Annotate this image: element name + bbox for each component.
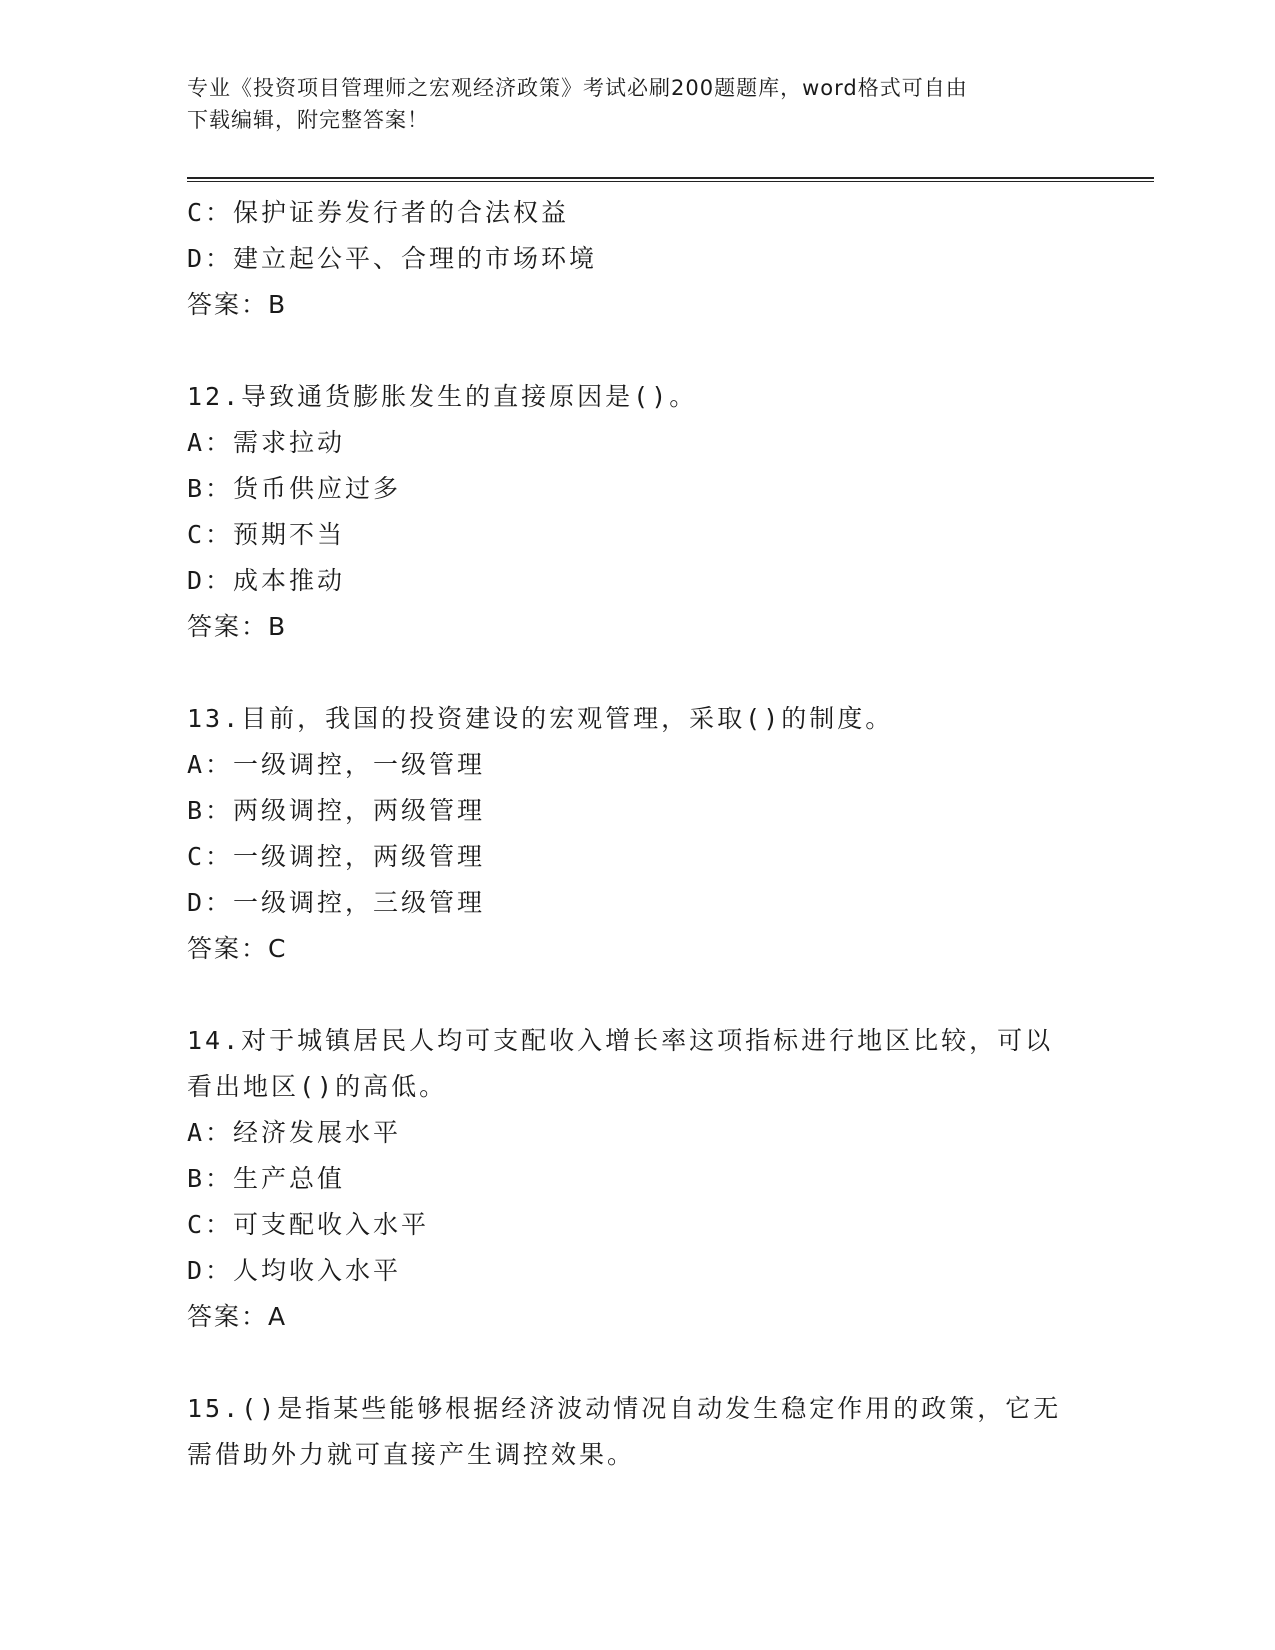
question-stem-line-2: 看出地区()的高低。 [187, 1072, 448, 1101]
option-c: C：可支配收入水平 [187, 1210, 430, 1239]
option-c: C：预期不当 [187, 520, 346, 549]
answer: 答案：C [187, 934, 288, 963]
option-c: C：保护证券发行者的合法权益 [187, 198, 570, 227]
answer: 答案：A [187, 1302, 288, 1331]
spacer [187, 650, 1087, 696]
option-d: D：建立起公平、合理的市场环境 [187, 244, 598, 273]
question-stem-line-1: 14.对于城镇居民人均可支配收入增长率这项指标进行地区比较，可以 [187, 1026, 1054, 1055]
option-d: D：成本推动 [187, 566, 346, 595]
option-a: A：一级调控，一级管理 [187, 750, 486, 779]
question-13 [187, 696, 1087, 972]
question-stem: 12.导致通货膨胀发生的直接原因是()。 [187, 382, 698, 411]
answer: 答案：B [187, 290, 288, 319]
question-stem-line-2: 需借助外力就可直接产生调控效果。 [187, 1440, 636, 1469]
header-rule-thin [187, 181, 1154, 182]
document-header [187, 72, 1087, 136]
option-a: A：经济发展水平 [187, 1118, 402, 1147]
question-12 [187, 374, 1087, 650]
header-line-1: 专业《投资项目管理师之宏观经济政策》考试必刷200题题库，word格式可自由 [187, 76, 968, 100]
question-14 [187, 1018, 1087, 1340]
option-d: D：人均收入水平 [187, 1256, 402, 1285]
option-b: B：生产总值 [187, 1164, 346, 1193]
spacer [187, 1340, 1087, 1386]
question-stem: 13.目前，我国的投资建设的宏观管理，采取()的制度。 [187, 704, 894, 733]
option-c: C：一级调控，两级管理 [187, 842, 486, 871]
option-b: B：货币供应过多 [187, 474, 402, 503]
header-line-2: 下载编辑，附完整答案！ [187, 108, 429, 132]
spacer [187, 972, 1087, 1018]
option-d: D：一级调控，三级管理 [187, 888, 486, 917]
spacer [187, 328, 1087, 374]
option-b: B：两级调控，两级管理 [187, 796, 486, 825]
question-list [187, 190, 1087, 1478]
answer: 答案：B [187, 612, 288, 641]
question-15 [187, 1386, 1087, 1478]
question-11 [187, 190, 1087, 328]
option-a: A：需求拉动 [187, 428, 346, 457]
header-rule-thick [187, 177, 1154, 179]
question-stem-line-1: 15.()是指某些能够根据经济波动情况自动发生稳定作用的政策，它无 [187, 1394, 1062, 1423]
